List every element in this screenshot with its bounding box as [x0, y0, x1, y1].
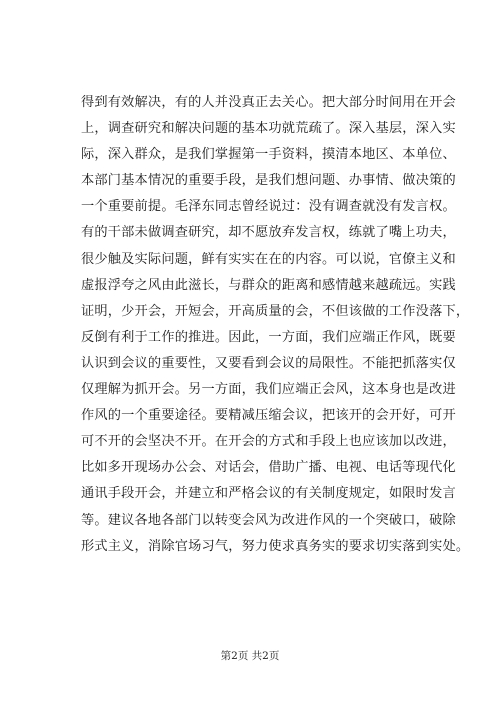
text-line: 比如多开现场办公会、对话会，借助广播、电视、电话等现代化 [81, 460, 456, 476]
text-line: 本部门基本情况的重要手段，是我们想问题、办事情、做决策的 [81, 173, 456, 189]
text-line: 作风的一个重要途径。要精减压缩会议，把该开的会开好，可开 [81, 408, 456, 424]
text-line: 上，调查研究和解决问题的基本功就荒疏了。深入基层，深入实 [81, 121, 456, 137]
page-number-footer: 第2页 共2页 [220, 650, 280, 662]
text-line: 得到有效解决，有的人并没真正去关心。把大部分时间用在开会 [81, 95, 456, 110]
text-line: 认识到会议的重要性，又要看到会议的局限性。不能把抓落实仅 [81, 355, 456, 371]
text-line: 形式主义，消除官场习气，努力使求真务实的要求切实落到实处。 [81, 538, 470, 554]
text-line: 有的干部未做调查研究，却不愿放弃发言权，练就了嘴上功夫， [81, 225, 456, 241]
text-line: 一个重要前提。毛泽东同志曾经说过：没有调查就没有发言权。 [81, 199, 456, 215]
text-line: 证明，少开会，开短会，开高质量的会，不但该做的工作没落下， [81, 303, 470, 319]
text-line: 等。建议各地各部门以转变会风为改进作风的一个突破口，破除 [81, 512, 456, 528]
text-line: 际，深入群众，是我们掌握第一手资料，摸清本地区、本单位、 [81, 147, 456, 163]
body-paragraph [81, 90, 470, 560]
text-line: 通讯手段开会，并建立和严格会议的有关制度规定，如限时发言 [81, 486, 456, 502]
text-line: 可不开的会坚决不开。在开会的方式和手段上也应该加以改进， [81, 434, 456, 450]
text-line: 虚报浮夸之风由此滋长，与群众的距离和感情越来越疏远。实践 [81, 277, 456, 293]
text-line: 反倒有利于工作的推进。因此，一方面，我们应端正作风，既要 [81, 329, 456, 345]
text-line: 仅理解为抓开会。另一方面，我们应端正会风，这本身也是改进 [81, 382, 456, 398]
text-line: 很少触及实际问题，鲜有实实在在的内容。可以说，官僚主义和 [81, 251, 456, 267]
